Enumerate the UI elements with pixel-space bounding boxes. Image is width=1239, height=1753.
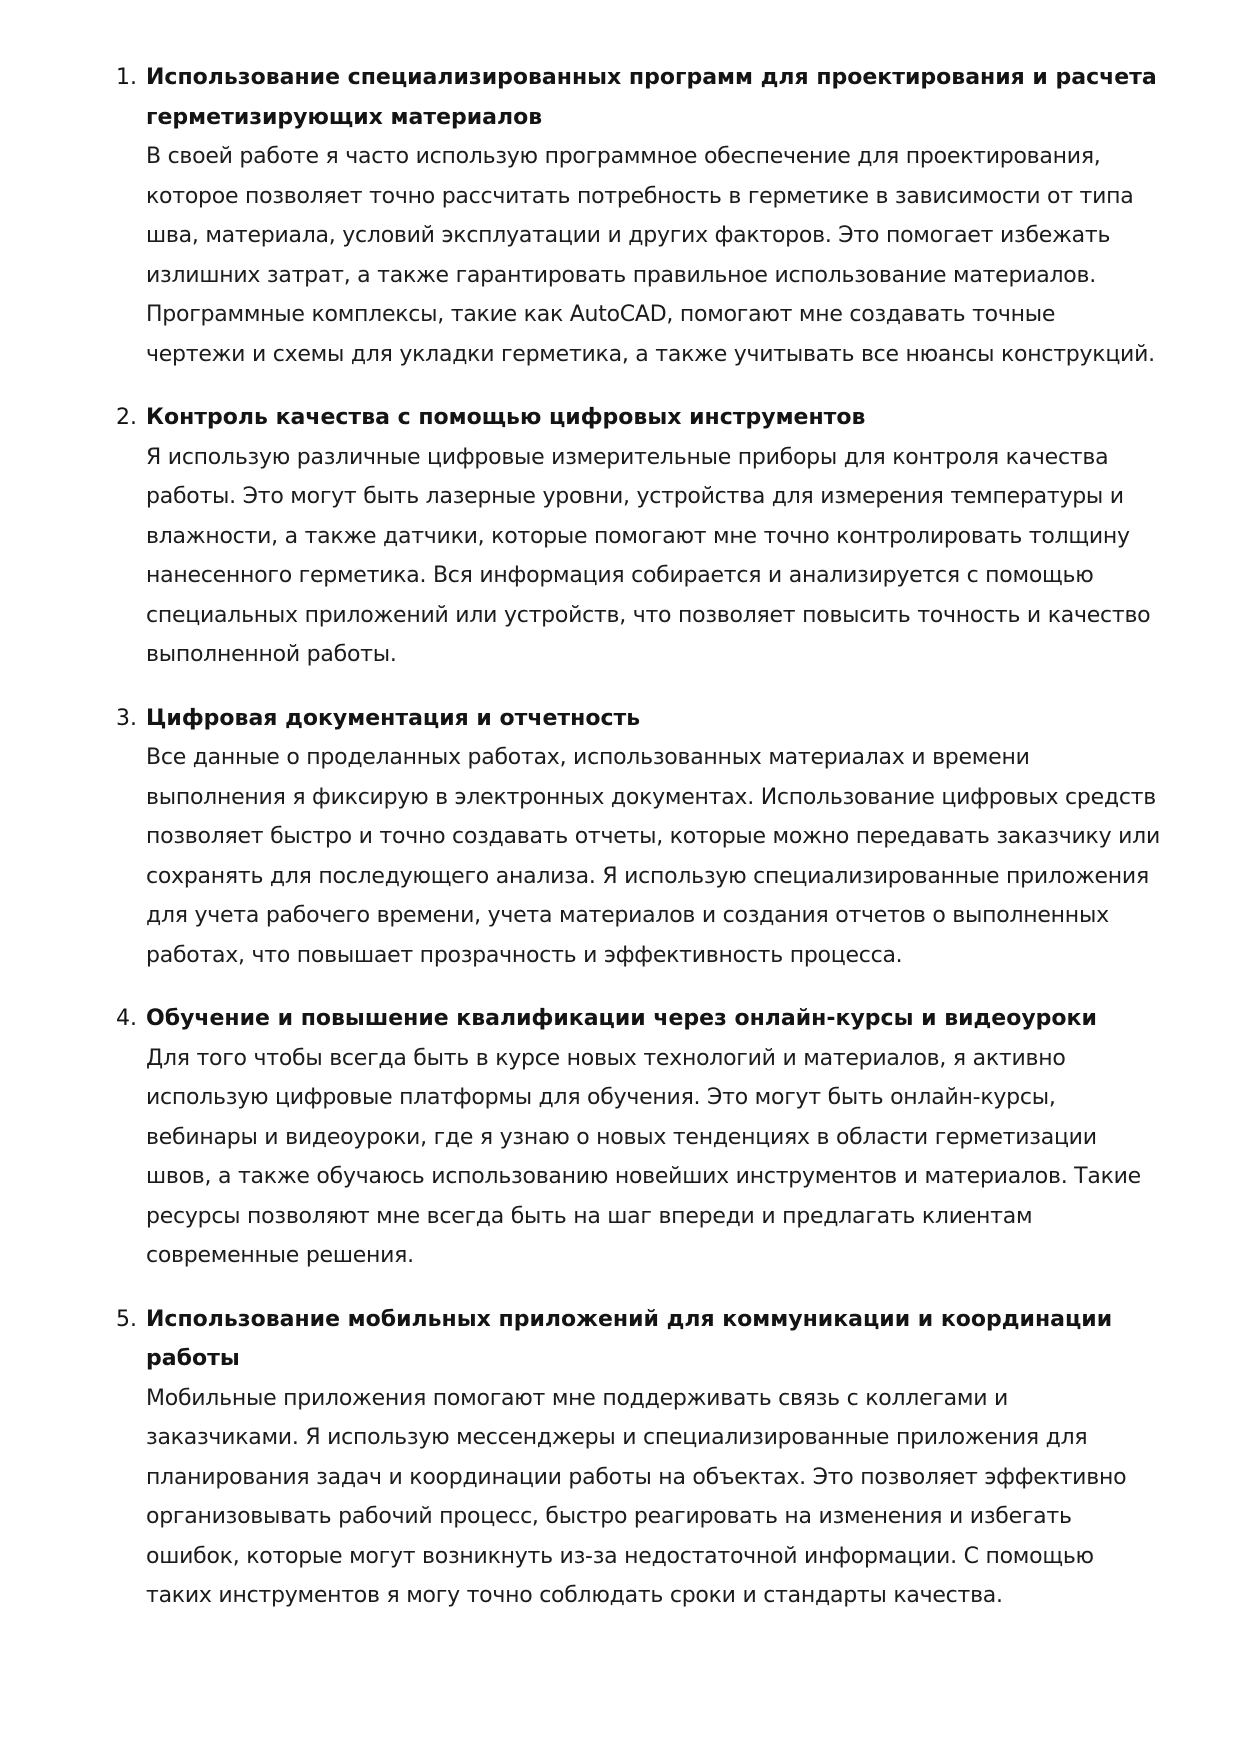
item-title: Цифровая документация и отчетность [146, 705, 641, 731]
item-text: Все данные о проделанных работах, использованных материалах и времени выполнения я фиксирую в электронных документах. Использование цифровых средств позволяет быстро и точно создавать отчеты, которые можно передавать заказчику или сохранять для последующего анализа. Я использую специализированные приложения для учета рабочего времени, учета материалов и создания отчетов о выполненных работах, что повышает прозрачность и эффективность процесса. [146, 745, 1161, 968]
list-item [110, 398, 1160, 675]
item-number: 1. [116, 65, 137, 90]
item-text: В своей работе я часто использую программное обеспечение для проектирования, которое позволяет точно рассчитать потребность в герметике в зависимости от типа шва, материала, условий эксплуатации и других факторов. Это помогает избежать излишних затрат, а также гарантировать правильное использование материалов. Программные комплексы, такие как AutoCAD, помогают мне создавать точные чертежи и схемы для укладки герметика, а также учитывать все нюансы конструкций. [146, 144, 1155, 367]
item-number: 2. [116, 405, 137, 430]
item-text: Я использую различные цифровые измерительные приборы для контроля качества работы. Это могут быть лазерные уровни, устройства для измерения температуры и влажности, а также датчики, которые помогают мне точно контролировать толщину нанесенного герметика. Вся информация собирается и анализируется с помощью специальных приложений или устройств, что позволяет повысить точность и качество выполненной работы. [146, 444, 1151, 667]
numbered-list [110, 58, 1160, 1640]
list-item [110, 699, 1160, 976]
item-title: Использование специализированных программ для проектирования и расчета герметизирующих материалов [146, 65, 1157, 130]
list-item [110, 999, 1160, 1276]
item-text: Мобильные приложения помогают мне поддерживать связь с коллегами и заказчиками. Я использую мессенджеры и специализированные приложения для планирования задач и координации работы на объектах. Это позволяет эффективно организовывать рабочий процесс, быстро реагировать на изменения и избегать ошибок, которые могут возникнуть из-за недостаточной информации. С помощью таких инструментов я могу точно соблюдать сроки и стандарты качества. [146, 1385, 1127, 1608]
item-number: 4. [116, 1006, 137, 1031]
list-item [110, 1300, 1160, 1616]
item-title: Использование мобильных приложений для коммуникации и координации работы [146, 1306, 1113, 1371]
item-text: Для того чтобы всегда быть в курсе новых технологий и материалов, я активно использую цифровые платформы для обучения. Это могут быть онлайн-курсы, вебинары и видеоуроки, где я узнаю о новых тенденциях в области герметизации швов, а также обучаюсь использованию новейших инструментов и материалов. Такие ресурсы позволяют мне всегда быть на шаг впереди и предлагать клиентам современные решения. [146, 1045, 1141, 1268]
item-number: 5. [116, 1306, 137, 1332]
item-title: Контроль качества с помощью цифровых инструментов [146, 405, 866, 430]
item-title: Обучение и повышение квалификации через онлайн-курсы и видеоуроки [146, 1006, 1097, 1031]
item-number: 3. [116, 705, 137, 731]
list-item [110, 58, 1160, 374]
